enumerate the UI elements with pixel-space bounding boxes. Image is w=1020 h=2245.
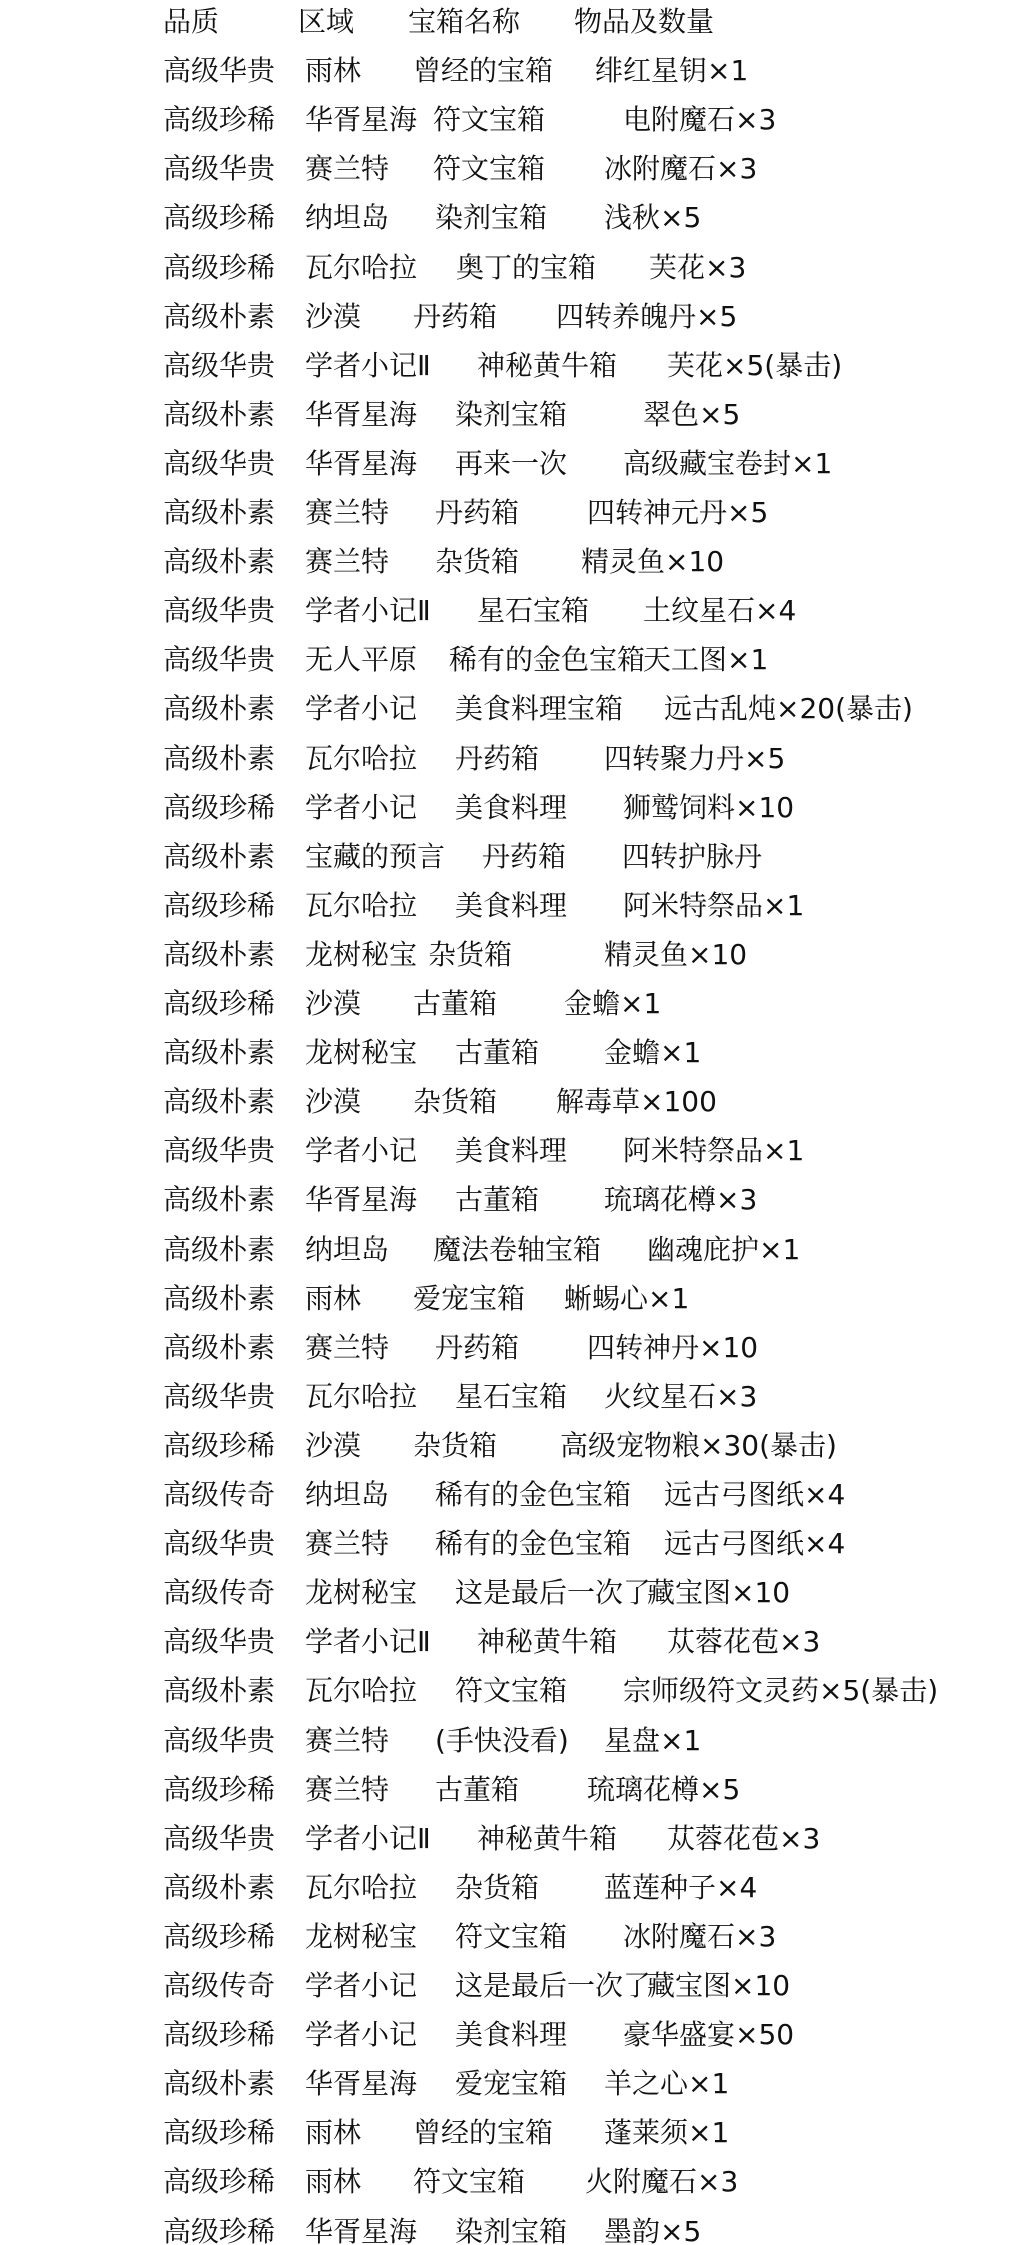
cell-item: 四转神丹×10 bbox=[587, 1330, 759, 1364]
cell-region: 雨林 bbox=[305, 1281, 362, 1315]
cell-quality: 高级珍稀 bbox=[163, 790, 276, 824]
cell-region: 纳坦岛 bbox=[305, 1232, 390, 1266]
cell-item: 绯红星钥×1 bbox=[595, 54, 749, 88]
list-item bbox=[163, 2015, 1020, 2055]
cell-chest-name: 染剂宝箱 bbox=[435, 201, 548, 235]
cell-item: 翠色×5 bbox=[643, 397, 741, 431]
list-item bbox=[163, 1671, 1020, 1711]
cell-chest-name: 符文宝箱 bbox=[433, 103, 546, 137]
cell-chest-name: 符文宝箱 bbox=[413, 2165, 526, 2199]
cell-region: 赛兰特 bbox=[305, 496, 390, 529]
cell-chest-name: 再来一次 bbox=[455, 446, 568, 480]
cell-chest-name: 杂货箱 bbox=[428, 937, 513, 971]
list-item bbox=[163, 1426, 1020, 1466]
cell-chest-name: 染剂宝箱 bbox=[455, 397, 568, 431]
list-item bbox=[163, 837, 1020, 877]
list-item bbox=[163, 198, 1020, 238]
list-item bbox=[163, 640, 1020, 680]
list-item bbox=[163, 1180, 1020, 1220]
cell-quality: 高级华贵 bbox=[163, 54, 276, 88]
cell-item: 狮鹫饲料×10 bbox=[623, 790, 795, 824]
cell-quality: 高级朴素 bbox=[163, 1085, 276, 1119]
list-item bbox=[163, 591, 1020, 631]
cell-quality: 高级朴素 bbox=[163, 1870, 276, 1904]
cell-region: 华胥星海 bbox=[305, 397, 418, 431]
cell-quality: 高级朴素 bbox=[163, 1674, 276, 1708]
list-item bbox=[163, 444, 1020, 484]
list-item bbox=[163, 1230, 1020, 1270]
cell-region: 沙漠 bbox=[305, 1085, 362, 1119]
cell-quality: 高级华贵 bbox=[163, 643, 276, 677]
cell-item: 四转养魄丹×5 bbox=[556, 299, 738, 333]
cell-quality: 高级传奇 bbox=[163, 1576, 276, 1610]
cell-item: 藏宝图×10 bbox=[647, 1576, 791, 1610]
cell-quality: 高级华贵 bbox=[163, 348, 276, 382]
cell-quality: 高级珍稀 bbox=[163, 987, 276, 1020]
cell-region: 赛兰特 bbox=[305, 545, 390, 579]
cell-item: 解毒草×100 bbox=[556, 1085, 717, 1119]
cell-item: 远古弓图纸×4 bbox=[664, 1478, 846, 1511]
cell-region: 赛兰特 bbox=[305, 152, 390, 186]
list-item bbox=[163, 1524, 1020, 1564]
cell-region: 赛兰特 bbox=[305, 1527, 390, 1561]
cell-quality: 高级朴素 bbox=[163, 496, 276, 529]
list-item bbox=[163, 1573, 1020, 1613]
cell-chest-name: 丹药箱 bbox=[435, 496, 520, 529]
cell-chest-name: 古董箱 bbox=[455, 1036, 540, 1070]
cell-region: 华胥星海 bbox=[305, 2067, 418, 2101]
list-item bbox=[163, 1082, 1020, 1122]
list-item bbox=[163, 1721, 1020, 1761]
cell-chest-name: 美食料理 bbox=[455, 1134, 568, 1168]
cell-chest-name: 美食料理 bbox=[455, 888, 568, 922]
cell-item: 四转神元丹×5 bbox=[587, 496, 769, 529]
cell-quality: 高级华贵 bbox=[163, 1134, 276, 1168]
header-region: 区域 bbox=[298, 5, 355, 38]
cell-region: 赛兰特 bbox=[305, 1723, 390, 1757]
cell-region: 学者小记 bbox=[305, 2018, 418, 2052]
cell-region: 瓦尔哈拉 bbox=[305, 250, 418, 284]
cell-chest-name: 这是最后一次了 bbox=[455, 1969, 652, 2002]
cell-quality: 高级珍稀 bbox=[163, 2214, 276, 2245]
list-item bbox=[163, 542, 1020, 582]
cell-chest-name: 杂货箱 bbox=[413, 1085, 498, 1119]
cell-item: 蜥蜴心×1 bbox=[564, 1281, 690, 1315]
list-item bbox=[163, 248, 1020, 288]
cell-chest-name: 古董箱 bbox=[413, 987, 498, 1020]
cell-region: 华胥星海 bbox=[305, 446, 418, 480]
cell-chest-name: 美食料理 bbox=[455, 2018, 568, 2052]
cell-item: 高级藏宝卷封×1 bbox=[623, 446, 833, 480]
cell-region: 学者小记 bbox=[305, 1969, 418, 2002]
cell-quality: 高级华贵 bbox=[163, 446, 276, 480]
cell-region: 沙漠 bbox=[305, 987, 362, 1020]
cell-chest-name: 古董箱 bbox=[435, 1772, 520, 1806]
cell-chest-name: 魔法卷轴宝箱 bbox=[433, 1232, 602, 1266]
cell-item: 苁蓉花苞×3 bbox=[667, 1625, 821, 1659]
cell-quality: 高级朴素 bbox=[163, 839, 276, 873]
list-item bbox=[163, 1377, 1020, 1417]
list-item bbox=[163, 51, 1020, 91]
cell-item: 芙花×5(暴击) bbox=[667, 348, 843, 382]
list-item bbox=[163, 1917, 1020, 1957]
list-item bbox=[163, 689, 1020, 729]
cell-quality: 高级朴素 bbox=[163, 937, 276, 971]
cell-item: 星盘×1 bbox=[604, 1723, 702, 1757]
cell-item: 金蟾×1 bbox=[564, 987, 662, 1020]
list-item bbox=[163, 788, 1020, 828]
list-item bbox=[163, 493, 1020, 533]
cell-quality: 高级传奇 bbox=[163, 1478, 276, 1511]
list-item bbox=[163, 395, 1020, 435]
cell-quality: 高级传奇 bbox=[163, 1969, 276, 2002]
cell-chest-name: 神秘黄牛箱 bbox=[477, 1625, 618, 1659]
cell-chest-name: 稀有的金色宝箱 bbox=[435, 1478, 632, 1511]
cell-region: 学者小记Ⅱ bbox=[305, 1821, 431, 1855]
cell-item: 精灵鱼×10 bbox=[581, 545, 725, 579]
cell-quality: 高级朴素 bbox=[163, 299, 276, 333]
cell-item: 羊之心×1 bbox=[604, 2067, 730, 2101]
cell-quality: 高级珍稀 bbox=[163, 250, 276, 284]
header-quality: 品质 bbox=[163, 5, 220, 38]
cell-quality: 高级华贵 bbox=[163, 1527, 276, 1561]
cell-item: 墨韵×5 bbox=[604, 2214, 702, 2245]
cell-item: 蓝莲种子×4 bbox=[604, 1870, 758, 1904]
cell-region: 华胥星海 bbox=[305, 103, 418, 137]
cell-region: 华胥星海 bbox=[305, 1183, 418, 1217]
cell-chest-name: 神秘黄牛箱 bbox=[477, 348, 618, 382]
cell-region: 学者小记Ⅱ bbox=[305, 1625, 431, 1659]
cell-region: 雨林 bbox=[305, 2165, 362, 2199]
cell-region: 学者小记Ⅱ bbox=[305, 348, 431, 382]
cell-quality: 高级朴素 bbox=[163, 1183, 276, 1217]
cell-item: 高级宠物粮×30(暴击) bbox=[560, 1428, 837, 1462]
cell-region: 学者小记 bbox=[305, 1134, 418, 1168]
cell-quality: 高级珍稀 bbox=[163, 2018, 276, 2052]
cell-chest-name: 符文宝箱 bbox=[455, 1674, 568, 1708]
header-chest-name: 宝箱名称 bbox=[408, 5, 521, 38]
list-item bbox=[163, 1819, 1020, 1859]
list-item bbox=[163, 1033, 1020, 1073]
cell-chest-name: 稀有的金色宝箱 bbox=[449, 643, 646, 677]
cell-item: 火纹星石×3 bbox=[604, 1379, 758, 1413]
cell-chest-name: 古董箱 bbox=[455, 1183, 540, 1217]
cell-quality: 高级珍稀 bbox=[163, 888, 276, 922]
cell-chest-name: 丹药箱 bbox=[435, 1330, 520, 1364]
cell-item: 豪华盛宴×50 bbox=[623, 2018, 795, 2052]
list-item bbox=[163, 149, 1020, 189]
cell-region: 纳坦岛 bbox=[305, 1478, 390, 1511]
cell-region: 宝藏的预言 bbox=[305, 839, 446, 873]
list-item bbox=[163, 739, 1020, 779]
list-item bbox=[163, 1131, 1020, 1171]
cell-chest-name: 爱宠宝箱 bbox=[455, 2067, 568, 2101]
cell-item: 蓬莱须×1 bbox=[604, 2116, 730, 2150]
cell-quality: 高级朴素 bbox=[163, 741, 276, 775]
cell-item: 藏宝图×10 bbox=[647, 1969, 791, 2002]
header-row bbox=[163, 2, 1020, 42]
cell-quality: 高级华贵 bbox=[163, 1379, 276, 1413]
cell-quality: 高级珍稀 bbox=[163, 1772, 276, 1806]
cell-item: 火附魔石×3 bbox=[585, 2165, 739, 2199]
cell-chest-name: 杂货箱 bbox=[413, 1428, 498, 1462]
cell-region: 纳坦岛 bbox=[305, 201, 390, 235]
cell-item: 冰附魔石×3 bbox=[604, 152, 758, 186]
cell-chest-name: 爱宠宝箱 bbox=[413, 1281, 526, 1315]
cell-region: 瓦尔哈拉 bbox=[305, 1674, 418, 1708]
cell-item: 四转护脉丹 bbox=[622, 839, 763, 873]
cell-chest-name: 这是最后一次了 bbox=[455, 1576, 652, 1610]
list-item bbox=[163, 1770, 1020, 1810]
cell-quality: 高级华贵 bbox=[163, 1723, 276, 1757]
cell-chest-name: 星石宝箱 bbox=[477, 594, 590, 628]
cell-chest-name: 星石宝箱 bbox=[455, 1379, 568, 1413]
cell-item: 宗师级符文灵药×5(暴击) bbox=[623, 1674, 939, 1708]
cell-quality: 高级珍稀 bbox=[163, 1428, 276, 1462]
cell-region: 龙树秘宝 bbox=[305, 1576, 418, 1610]
cell-item: 冰附魔石×3 bbox=[623, 1919, 777, 1953]
cell-quality: 高级朴素 bbox=[163, 692, 276, 726]
cell-chest-name: 杂货箱 bbox=[435, 545, 520, 579]
list-item bbox=[163, 1868, 1020, 1908]
cell-item: 远古乱炖×20(暴击) bbox=[664, 692, 913, 726]
cell-item: 琉璃花樽×3 bbox=[604, 1183, 758, 1217]
cell-region: 学者小记Ⅱ bbox=[305, 594, 431, 628]
list-item bbox=[163, 984, 1020, 1024]
cell-chest-name: 稀有的金色宝箱 bbox=[435, 1527, 632, 1561]
cell-quality: 高级朴素 bbox=[163, 1330, 276, 1364]
cell-item: 幽魂庇护×1 bbox=[647, 1232, 801, 1266]
cell-region: 瓦尔哈拉 bbox=[305, 741, 418, 775]
cell-region: 瓦尔哈拉 bbox=[305, 888, 418, 922]
cell-quality: 高级朴素 bbox=[163, 1232, 276, 1266]
cell-region: 无人平原 bbox=[305, 643, 418, 677]
cell-chest-name: 丹药箱 bbox=[455, 741, 540, 775]
list-item bbox=[163, 2212, 1020, 2245]
list-item bbox=[163, 886, 1020, 926]
cell-item: 土纹星石×4 bbox=[643, 594, 797, 628]
cell-chest-name: 丹药箱 bbox=[482, 839, 567, 873]
cell-item: 天工图×1 bbox=[643, 643, 769, 677]
cell-chest-name: 符文宝箱 bbox=[433, 152, 546, 186]
cell-quality: 高级华贵 bbox=[163, 152, 276, 186]
cell-region: 瓦尔哈拉 bbox=[305, 1379, 418, 1413]
cell-chest-name: 杂货箱 bbox=[455, 1870, 540, 1904]
list-item bbox=[163, 346, 1020, 386]
cell-chest-name: 曾经的宝箱 bbox=[413, 2116, 554, 2150]
cell-item: 浅秋×5 bbox=[604, 201, 702, 235]
cell-region: 雨林 bbox=[305, 54, 362, 88]
cell-quality: 高级朴素 bbox=[163, 397, 276, 431]
list-item bbox=[163, 1622, 1020, 1662]
cell-quality: 高级珍稀 bbox=[163, 1919, 276, 1953]
cell-quality: 高级华贵 bbox=[163, 594, 276, 628]
cell-item: 阿米特祭品×1 bbox=[623, 888, 805, 922]
cell-chest-name: 美食料理宝箱 bbox=[455, 692, 624, 726]
list-item bbox=[163, 1328, 1020, 1368]
list-item bbox=[163, 2113, 1020, 2153]
cell-region: 龙树秘宝 bbox=[305, 1919, 418, 1953]
cell-quality: 高级珍稀 bbox=[163, 2165, 276, 2199]
cell-chest-name: 丹药箱 bbox=[413, 299, 498, 333]
cell-chest-name: 神秘黄牛箱 bbox=[477, 1821, 618, 1855]
list-item bbox=[163, 100, 1020, 140]
cell-quality: 高级珍稀 bbox=[163, 201, 276, 235]
cell-region: 沙漠 bbox=[305, 299, 362, 333]
cell-region: 赛兰特 bbox=[305, 1772, 390, 1806]
cell-item: 远古弓图纸×4 bbox=[664, 1527, 846, 1561]
cell-quality: 高级朴素 bbox=[163, 2067, 276, 2101]
cell-chest-name: 曾经的宝箱 bbox=[413, 54, 554, 88]
cell-region: 龙树秘宝 bbox=[305, 1036, 418, 1070]
cell-region: 学者小记 bbox=[305, 692, 418, 726]
cell-quality: 高级珍稀 bbox=[163, 103, 276, 137]
cell-region: 华胥星海 bbox=[305, 2214, 418, 2245]
cell-chest-name: 奥丁的宝箱 bbox=[456, 250, 597, 284]
cell-item: 阿米特祭品×1 bbox=[623, 1134, 805, 1168]
cell-region: 雨林 bbox=[305, 2116, 362, 2150]
cell-chest-name: (手快没看) bbox=[435, 1723, 569, 1757]
cell-item: 电附魔石×3 bbox=[623, 103, 777, 137]
cell-item: 芙花×3 bbox=[649, 250, 747, 284]
cell-quality: 高级珍稀 bbox=[163, 2116, 276, 2150]
cell-quality: 高级朴素 bbox=[163, 545, 276, 579]
cell-item: 精灵鱼×10 bbox=[604, 937, 748, 971]
list-item bbox=[163, 2162, 1020, 2202]
cell-chest-name: 染剂宝箱 bbox=[455, 2214, 568, 2245]
cell-quality: 高级华贵 bbox=[163, 1625, 276, 1659]
cell-region: 赛兰特 bbox=[305, 1330, 390, 1364]
list-item bbox=[163, 297, 1020, 337]
cell-chest-name: 美食料理 bbox=[455, 790, 568, 824]
cell-item: 苁蓉花苞×3 bbox=[667, 1821, 821, 1855]
cell-region: 沙漠 bbox=[305, 1428, 362, 1462]
list-item bbox=[163, 1475, 1020, 1515]
cell-item: 金蟾×1 bbox=[604, 1036, 702, 1070]
cell-quality: 高级华贵 bbox=[163, 1821, 276, 1855]
cell-region: 龙树秘宝 bbox=[305, 937, 418, 971]
header-item: 物品及数量 bbox=[574, 5, 715, 38]
list-item bbox=[163, 935, 1020, 975]
cell-quality: 高级朴素 bbox=[163, 1281, 276, 1315]
cell-item: 琉璃花樽×5 bbox=[587, 1772, 741, 1806]
cell-region: 学者小记 bbox=[305, 790, 418, 824]
cell-region: 瓦尔哈拉 bbox=[305, 1870, 418, 1904]
cell-item: 四转聚力丹×5 bbox=[604, 741, 786, 775]
cell-quality: 高级朴素 bbox=[163, 1036, 276, 1070]
list-item bbox=[163, 1279, 1020, 1319]
list-item bbox=[163, 2064, 1020, 2104]
cell-chest-name: 符文宝箱 bbox=[455, 1919, 568, 1953]
list-item bbox=[163, 1966, 1020, 2006]
